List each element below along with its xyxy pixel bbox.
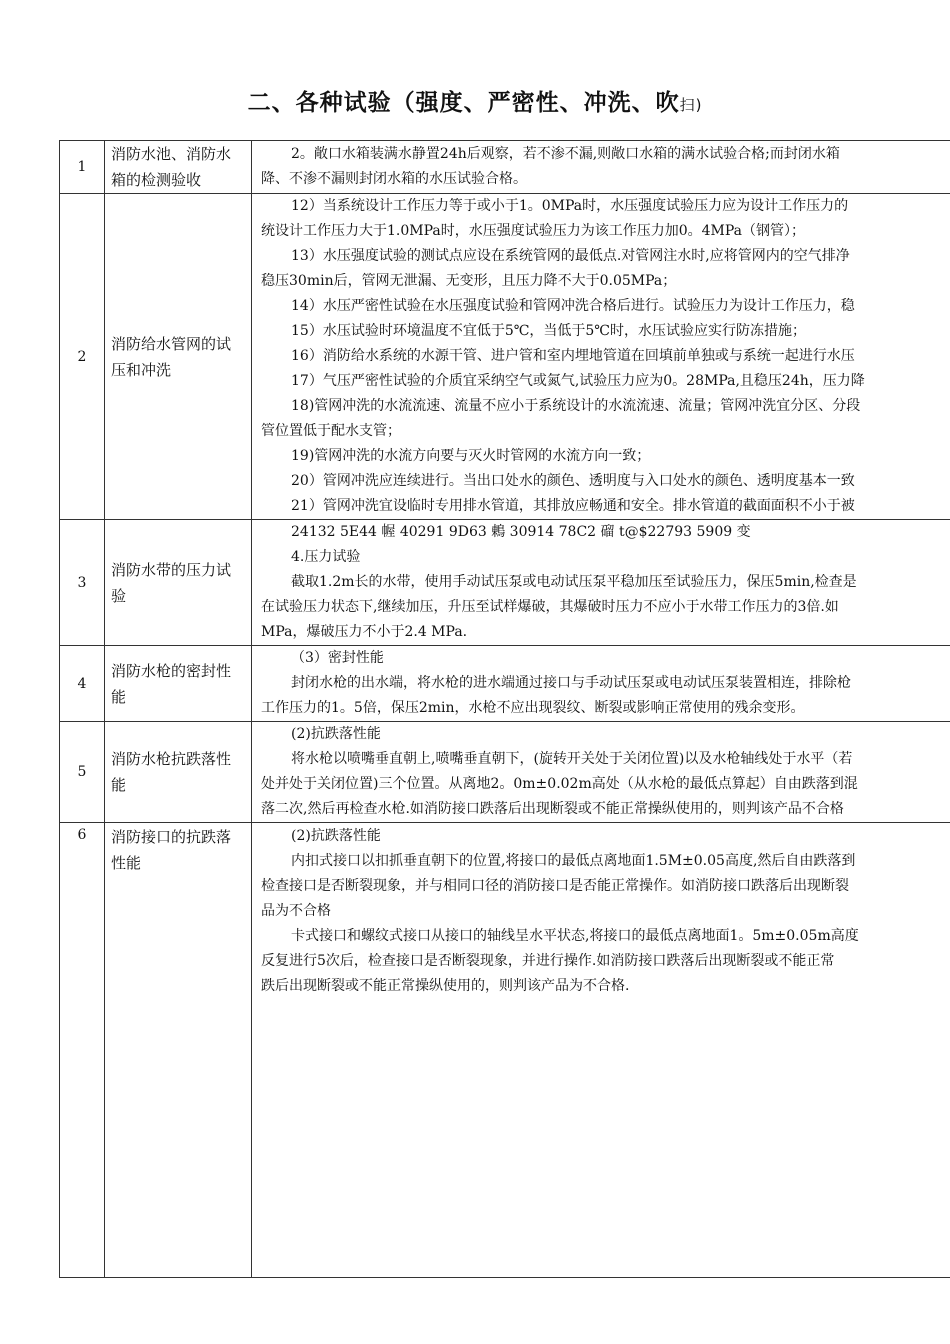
row-number: 4: [60, 646, 105, 722]
content-line: (2)抗跌落性能: [291, 726, 381, 742]
item-name: 消防水枪的密封性能: [105, 646, 252, 722]
content-line: 在试验压力状态下,继续加压，升压至试样爆破，其爆破时压力不应小于水带工作压力的3倍.如: [261, 599, 839, 615]
table-row: [60, 141, 950, 194]
content-line: 24132 5E44 幄 40291 9D63 鶇 30914 78C2 磂 t@$22793 5909 变: [291, 524, 751, 540]
row-number: 6: [60, 823, 105, 1278]
item-content: [252, 823, 950, 1278]
content-line: 工作压力的1。5倍，保压2min，水枪不应出现裂纹、断裂或影响正常使用的残余变形。: [261, 700, 805, 716]
row-number: 2: [60, 194, 105, 520]
content-line: 统设计工作压力大于1.0MPa时，水压强度试验压力为该工作压力加0。4MPa（钢管）；: [261, 223, 806, 239]
item-name: 消防接口的抗跌落性能: [105, 823, 252, 1278]
content-line: 16）消防给水系统的水源干管、进户管和室内埋地管道在回填前单独或与系统一起进行水压: [291, 348, 855, 364]
content-line: MPa，爆破压力不小于2.4 MPa.: [261, 624, 468, 640]
content-line: (2)抗跌落性能: [291, 828, 381, 844]
row-number: 5: [60, 722, 105, 823]
page-title: [0, 84, 950, 117]
content-line: 处并处于关闭位置)三个位置。从离地2。0m±0.02m高处（从水枪的最低点算起）自由跌落到混: [261, 776, 858, 792]
content-line: 卡式接口和螺纹式接口从接口的轴线呈水平状态,将接口的最低点离地面1。5m±0.05m高度: [291, 928, 859, 944]
table-row: [60, 722, 950, 823]
content-line: 检查接口是否断裂现象，并与相同口径的消防接口是否能正常操作。如消防接口跌落后出现断裂: [261, 878, 849, 894]
table-row: [60, 194, 950, 520]
item-content: [252, 646, 950, 722]
content-line: 封闭水枪的出水端，将水枪的进水端通过接口与手动试压泵或电动试压泵装置相连，排除枪: [291, 675, 851, 691]
content-line: 跌后出现断裂或不能正常操纵使用的，则判该产品为不合格.: [261, 978, 630, 994]
row-number: 3: [60, 520, 105, 646]
item-name: 消防水枪抗跌落性能: [105, 722, 252, 823]
content-line: 管位置低于配水支管；: [261, 423, 401, 439]
content-line: 落二次,然后再检查水枪.如消防接口跌落后出现断裂或不能正常操纵使用的，则判该产品不合格: [261, 801, 844, 817]
content-line: 内扣式接口以扣抓垂直朝下的位置,将接口的最低点离地面1.5M±0.05高度,然后自由跌落到: [291, 853, 856, 869]
content-line: 18)管网冲洗的水流流速、流量不应小于系统设计的水流流速、流量；管网冲洗宜分区、分段: [291, 398, 861, 414]
item-content: [252, 141, 950, 194]
item-content: [252, 722, 950, 823]
table-row: [60, 520, 950, 646]
table-row: [60, 823, 950, 1278]
item-name: 消防水带的压力试验: [105, 520, 252, 646]
content-line: 21）管网冲洗宜设临时专用排水管道，其排放应畅通和安全。排水管道的截面面积不小于被: [291, 498, 855, 514]
content-line: 品为不合格: [261, 903, 331, 919]
content-line: 15）水压试验时环境温度不宜低于5℃，当低于5℃时，水压试验应实行防冻措施；: [291, 323, 806, 339]
row-number: 1: [60, 141, 105, 194]
item-content: [252, 194, 950, 520]
item-content: [252, 520, 950, 646]
content-line: 4.压力试验: [291, 549, 361, 565]
test-table: [59, 140, 950, 1278]
content-line: 19)管网冲洗的水流方向要与灭火时管网的水流方向一致；: [291, 448, 651, 464]
table-row: [60, 646, 950, 722]
content-line: 14）水压严密性试验在水压强度试验和管网冲洗合格后进行。试验压力为设计工作压力，稳: [291, 298, 855, 314]
content-line: （3）密封性能: [291, 650, 384, 666]
item-name: 消防给水管网的试压和冲洗: [105, 194, 252, 520]
content-line: 17）气压严密性试验的介质宜采纳空气或氮气,试验压力应为0。28MPa,且稳压24h，压力降: [291, 373, 865, 389]
content-line: 降、不渗不漏则封闭水箱的水压试验合格。: [261, 171, 527, 187]
title-tail: 扫): [679, 96, 703, 114]
content-line: 截取1.2m长的水带，使用手动试压泵或电动试压泵平稳加压至试验压力，保压5min,检查是: [291, 574, 857, 590]
title-main: 二、各种试验（强度、严密性、冲洗、吹: [247, 90, 680, 116]
content-line: 13）水压强度试验的测试点应设在系统管网的最低点.对管网注水时,应将管网内的空气排净: [291, 248, 850, 264]
content-line: 反复进行5次后，检查接口是否断裂现象，并进行操作.如消防接口跌落后出现断裂或不能正常: [261, 953, 835, 969]
content-line: 稳压30min后，管网无泄漏、无变形，且压力降不大于0.05MPa；: [261, 273, 677, 289]
content-line: 12）当系统设计工作压力等于或小于1。0MPa时，水压强度试验压力应为设计工作压力的: [291, 198, 849, 214]
content-line: 将水枪以喷嘴垂直朝上,喷嘴垂直朝下，(旋转开关处于关闭位置)以及水枪轴线处于水平（若: [291, 751, 853, 767]
content-line: 2。敞口水箱装满水静置24h后观察，若不渗不漏,则敞口水箱的满水试验合格;而封闭水箱: [291, 146, 840, 162]
item-name: 消防水池、消防水箱的检测验收: [105, 141, 252, 194]
content-line: 20）管网冲洗应连续进行。当出口处水的颜色、透明度与入口处水的颜色、透明度基本一致: [291, 473, 855, 489]
